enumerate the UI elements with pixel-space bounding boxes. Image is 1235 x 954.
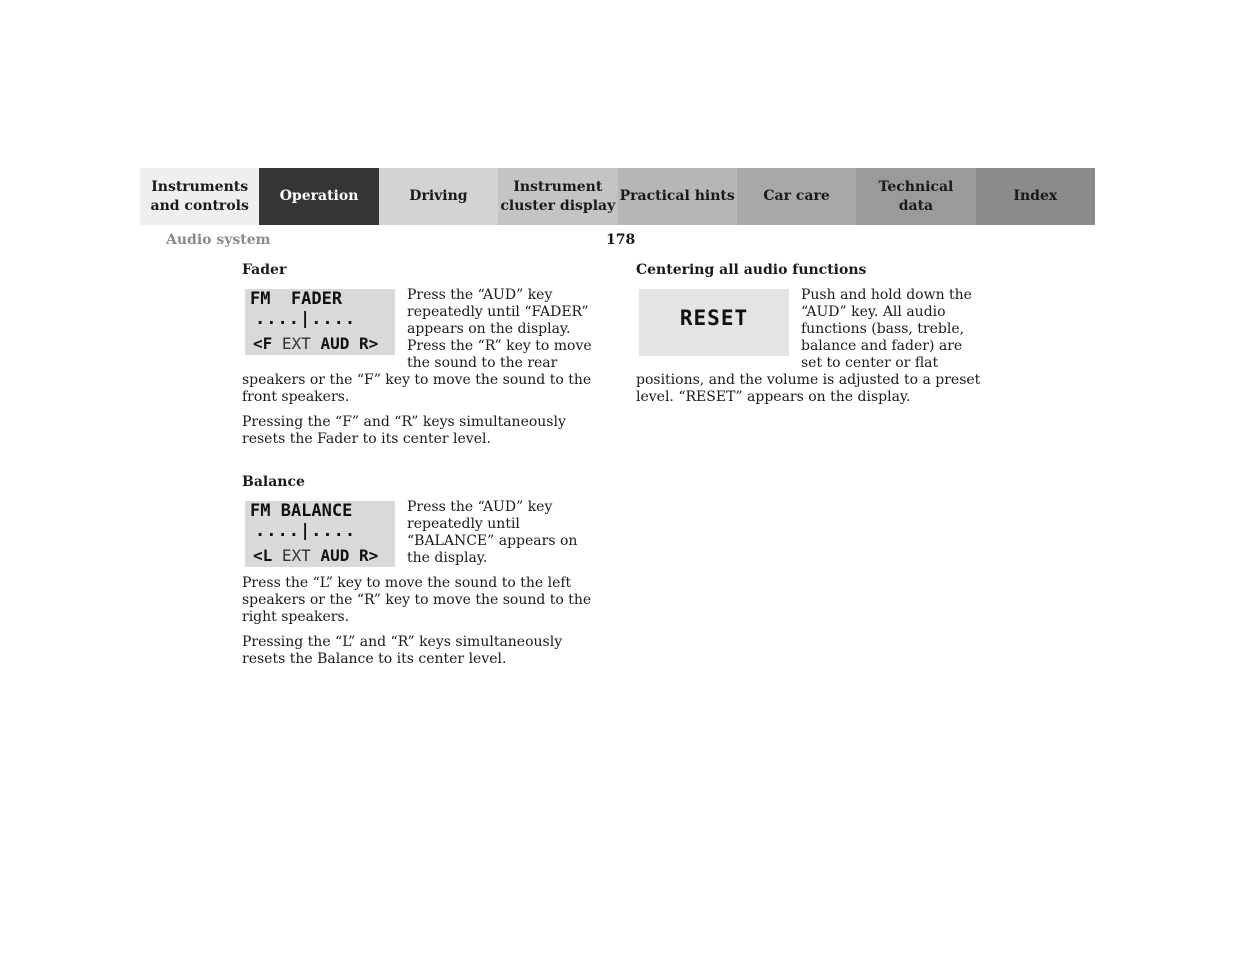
fader-display-line1: FM FADER — [250, 289, 343, 309]
fader-display-right: R> — [349, 334, 379, 353]
chapter-tabs — [140, 168, 1095, 225]
balance-display-left: <L — [253, 546, 273, 565]
tab-index[interactable]: Index — [976, 168, 1095, 225]
fader-display-aud: AUD — [320, 334, 350, 353]
tab-car-care[interactable]: Car care — [737, 168, 856, 225]
left-column — [242, 262, 600, 694]
fader-heading: Fader — [242, 262, 287, 278]
centering-para1: Push and hold down the “AUD” key. All audio functions (bass, treble, balance and fader) are set to center or flat positions, and the volume is adjusted to a preset level. “RESET” appears on the display. — [636, 287, 981, 405]
centering-heading: Centering all audio functions — [636, 262, 867, 278]
right-column — [636, 262, 986, 432]
tab-practical-hints[interactable]: Practical hints — [618, 168, 737, 225]
centering-section — [636, 262, 986, 406]
balance-heading: Balance — [242, 474, 305, 490]
balance-para3: Pressing the “L” and “R” keys simultaneously resets the Balance to its center level. — [242, 634, 563, 667]
fader-display-line3 — [253, 335, 378, 352]
section-label: Audio system — [166, 232, 271, 248]
tab-operation[interactable]: Operation — [259, 168, 378, 225]
fader-para2: Pressing the “F” and “R” keys simultaneously resets the Fader to its center level. — [242, 414, 566, 447]
fader-para1: Press the “AUD” key repeatedly until “FADER” appears on the display. Press the “R” key to move the sound to the rear speakers or the “F” key to move the sound to the front speakers. — [242, 287, 592, 405]
fader-display — [245, 289, 395, 355]
balance-display-line1: FM BALANCE — [250, 501, 353, 521]
reset-display-text: RESET — [679, 306, 749, 330]
tab-instrument-cluster-display[interactable]: Instrument cluster display — [498, 168, 617, 225]
page-number: 178 — [606, 232, 636, 248]
fader-display-line2: ....|.... — [255, 309, 357, 329]
balance-display-line2: ....|.... — [255, 521, 357, 541]
balance-display — [245, 501, 395, 567]
balance-display-aud: AUD — [320, 546, 350, 565]
balance-para2: Press the “L” key to move the sound to the left speakers or the “R” key to move the sound to the right speakers. — [242, 575, 592, 625]
tab-driving[interactable]: Driving — [379, 168, 498, 225]
tab-technical-data[interactable]: Technical data — [856, 168, 975, 225]
fader-display-left: <F — [253, 334, 273, 353]
tab-instruments-and-controls[interactable]: Instruments and controls — [140, 168, 259, 225]
balance-display-line3 — [253, 547, 378, 564]
balance-para1: Press the “AUD” key repeatedly until “BALANCE” appears on the display. — [407, 499, 578, 566]
fader-display-ext: EXT — [272, 334, 321, 353]
reset-display — [639, 289, 789, 356]
balance-display-ext: EXT — [272, 546, 321, 565]
balance-display-right: R> — [349, 546, 379, 565]
balance-section — [242, 474, 600, 668]
fader-section — [242, 262, 600, 448]
